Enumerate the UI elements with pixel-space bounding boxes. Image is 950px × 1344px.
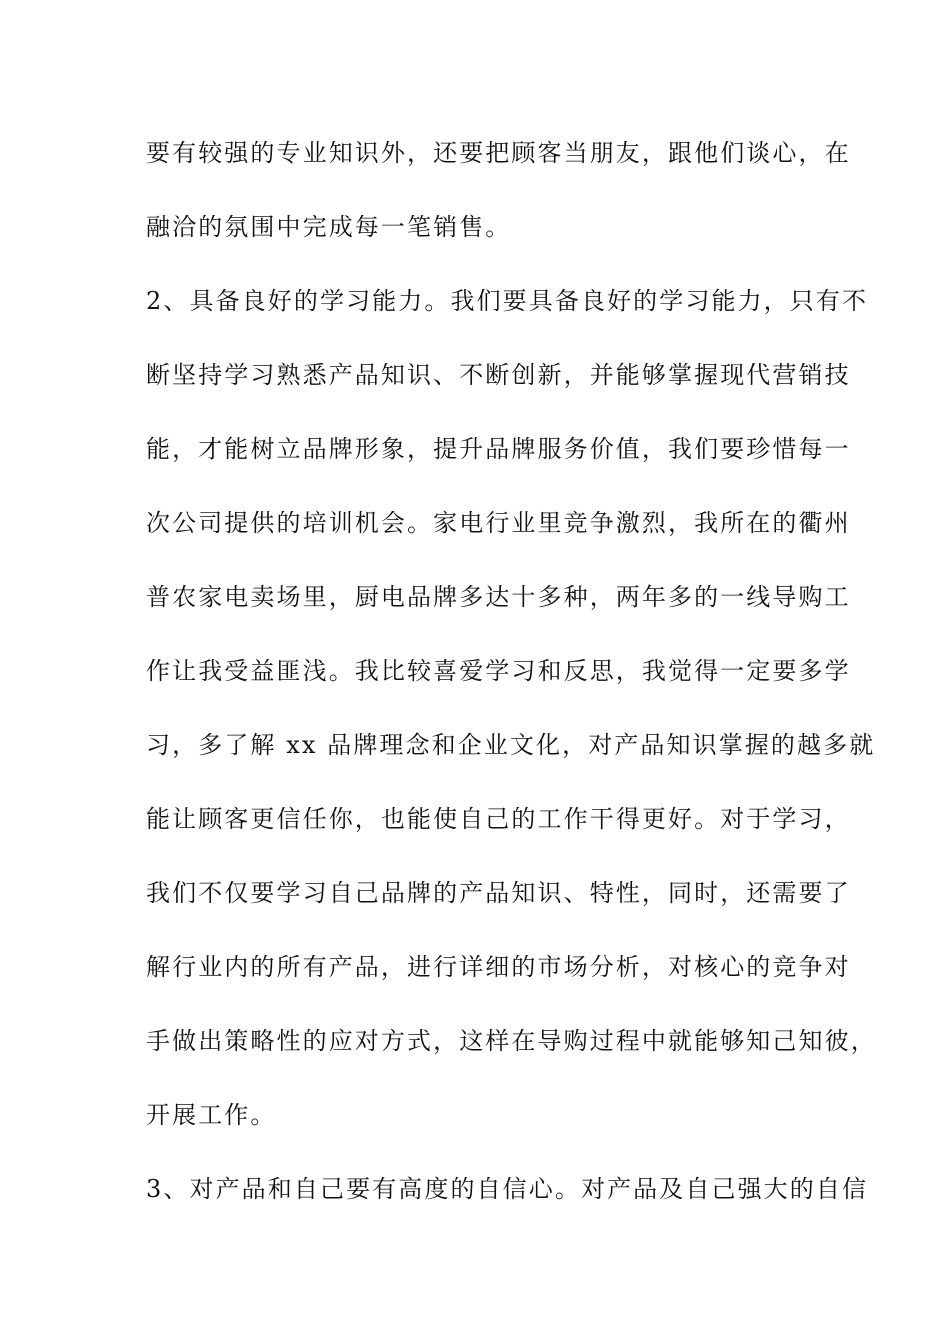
- text-line: 习，多了解 xx 品牌理念和企业文化，对产品知识掌握的越多就: [146, 731, 876, 759]
- text-line: 普农家电卖场里，厨电品牌多达十多种，两年多的一线导购工: [146, 583, 851, 611]
- text-line: 能，才能树立品牌形象，提升品牌服务价值，我们要珍惜每一: [146, 435, 851, 463]
- paragraph-3-line: 3、对产品和自己要有高度的自信心。对产品及自己强大的自信: [146, 1175, 869, 1203]
- text-line: 作让我受益匪浅。我比较喜爱学习和反思，我觉得一定要多学: [146, 657, 851, 685]
- text-line: 断坚持学习熟悉产品知识、不断创新，并能够掌握现代营销技: [146, 361, 851, 389]
- text-line: 次公司提供的培训机会。家电行业里竞争激烈，我所在的衢州: [146, 509, 851, 537]
- text-line: 我们不仅要学习自己品牌的产品知识、特性，同时，还需要了: [146, 879, 851, 907]
- text-line: 开展工作。: [146, 1101, 277, 1129]
- text-line: 融洽的氛围中完成每一笔销售。: [146, 213, 512, 241]
- text-line: 手做出策略性的应对方式，这样在导购过程中就能够知己知彼，: [146, 1027, 877, 1055]
- text-line: 能让顾客更信任你，也能使自己的工作干得更好。对于学习，: [146, 805, 851, 833]
- paragraph-2-line: 2、具备良好的学习能力。我们要具备良好的学习能力，只有不: [146, 287, 869, 315]
- text-line: 要有较强的专业知识外，还要把顾客当朋友，跟他们谈心，在: [146, 139, 851, 167]
- text-line: 解行业内的所有产品，进行详细的市场分析，对核心的竞争对: [146, 953, 851, 981]
